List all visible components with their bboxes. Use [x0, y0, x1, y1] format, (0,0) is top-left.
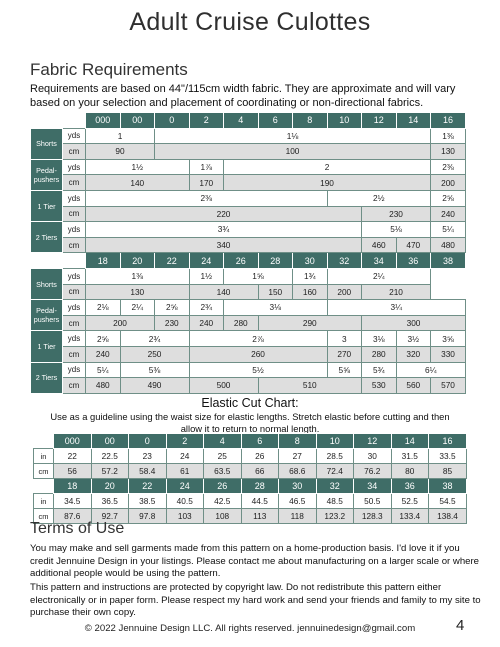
- yards-value: 2¾: [189, 300, 224, 316]
- cm-row: [31, 346, 466, 362]
- yards-value: 2: [224, 159, 431, 175]
- size-header-cell: 20: [120, 253, 155, 269]
- yards-value: 2⅜: [431, 159, 466, 175]
- unit-label: cm: [34, 509, 54, 524]
- cm-value: 280: [362, 346, 397, 362]
- elastic-size-row: [34, 479, 467, 494]
- yards-value: 2⅝: [431, 190, 466, 206]
- cm-value: 250: [120, 346, 189, 362]
- size-header-cell: 10: [327, 113, 362, 129]
- unit-label: cm: [34, 464, 54, 479]
- unit-label: yds: [63, 300, 86, 316]
- elastic-in-value: 34.5: [54, 494, 92, 509]
- size-header-cell: 14: [391, 434, 429, 449]
- size-header-cell: 12: [354, 434, 392, 449]
- size-header-row: [31, 253, 466, 269]
- size-header-cell: 6: [258, 113, 293, 129]
- elastic-in-value: 40.5: [166, 494, 204, 509]
- unit-label: yds: [63, 268, 86, 284]
- elastic-size-row: [34, 434, 467, 449]
- cm-value: 260: [189, 346, 327, 362]
- yards-value: 5¾: [362, 362, 397, 378]
- cm-value: 130: [86, 284, 190, 300]
- garment-label: Shorts: [31, 268, 63, 299]
- elastic-cm-value: 118: [279, 509, 317, 524]
- cm-value: 470: [396, 237, 431, 253]
- size-header-row: [31, 113, 466, 129]
- yards-row: [31, 268, 466, 284]
- cm-value: 200: [431, 175, 466, 191]
- yards-value: 5½: [189, 362, 327, 378]
- yards-value: 2⅜: [86, 190, 328, 206]
- cm-value: 170: [189, 175, 224, 191]
- fabric-heading: Fabric Requirements: [30, 60, 188, 79]
- yards-value: 5⅜: [120, 362, 189, 378]
- unit-label: yds: [63, 222, 86, 238]
- size-header-cell: 4: [224, 113, 259, 129]
- unit-label: cm: [63, 378, 86, 394]
- yards-row: [31, 190, 466, 206]
- cm-value: 190: [224, 175, 431, 191]
- cm-value: 290: [258, 315, 362, 331]
- garment-label: 2 Tiers: [31, 362, 63, 393]
- size-header-cell: 28: [258, 253, 293, 269]
- elastic-in-value: 42.5: [204, 494, 242, 509]
- size-header-cell: 36: [391, 479, 429, 494]
- cm-row: [31, 175, 466, 191]
- header-spacer: [34, 479, 54, 494]
- size-header-cell: 12: [362, 113, 397, 129]
- yards-value: 6¼: [396, 362, 466, 378]
- garment-label: Shorts: [31, 128, 63, 159]
- cm-value: 210: [362, 284, 431, 300]
- yards-value: 2⅞: [189, 331, 327, 347]
- page-title: Adult Cruise Culottes: [129, 8, 371, 36]
- yards-value: 3⅛: [224, 300, 328, 316]
- yards-value: 1¾: [293, 268, 328, 284]
- elastic-cm-value: 61: [166, 464, 204, 479]
- yards-value: 2⅝: [155, 300, 190, 316]
- cm-value: 240: [189, 315, 224, 331]
- size-header-cell: 16: [429, 434, 467, 449]
- header-spacer: [31, 253, 86, 269]
- elastic-in-value: 26: [241, 449, 279, 464]
- yards-row: [31, 159, 466, 175]
- yards-value: 1½: [189, 268, 224, 284]
- cm-row: [31, 315, 466, 331]
- elastic-cm-value: 128.3: [354, 509, 392, 524]
- elastic-in-value: 22.5: [91, 449, 129, 464]
- cm-value: 490: [120, 378, 189, 394]
- yards-row: [31, 362, 466, 378]
- elastic-cm-value: 80: [391, 464, 429, 479]
- cm-value: 150: [258, 284, 293, 300]
- cm-value: 330: [431, 346, 466, 362]
- cm-value: 300: [362, 315, 466, 331]
- elastic-in-value: 36.5: [91, 494, 129, 509]
- elastic-in-value: 33.5: [429, 449, 467, 464]
- unit-label: in: [34, 494, 54, 509]
- elastic-cm-value: 97.8: [129, 509, 167, 524]
- yards-value: 2¼: [120, 300, 155, 316]
- fabric-requirements-table: [30, 112, 466, 394]
- elastic-in-value: 54.5: [429, 494, 467, 509]
- cm-value: 140: [189, 284, 258, 300]
- fabric-intro: Requirements are based on 44"/115cm width fabric. They are approximate and will vary based on your selection and placement of coordinating or non-directional fabrics.: [30, 83, 456, 109]
- elastic-cm-value: 58.4: [129, 464, 167, 479]
- cm-value: 240: [86, 346, 121, 362]
- size-header-cell: 18: [86, 253, 121, 269]
- yards-value: 1⅜: [431, 128, 466, 144]
- garment-label: Pedal-pushers: [31, 159, 63, 190]
- elastic-cm-value: 92.7: [91, 509, 129, 524]
- yards-value: 3¼: [327, 300, 466, 316]
- unit-label: cm: [63, 144, 86, 160]
- cm-value: 200: [86, 315, 155, 331]
- size-header-cell: 30: [293, 253, 328, 269]
- garment-label: 1 Tier: [31, 190, 63, 221]
- elastic-in-value: 23: [129, 449, 167, 464]
- elastic-in-value: 27: [279, 449, 317, 464]
- garment-label: Pedal-pushers: [31, 300, 63, 331]
- size-header-cell: 00: [120, 113, 155, 129]
- cm-value: 230: [155, 315, 190, 331]
- elastic-in-value: 30: [354, 449, 392, 464]
- size-header-cell: 8: [279, 434, 317, 449]
- size-header-cell: 32: [327, 253, 362, 269]
- elastic-cm-value: 113: [241, 509, 279, 524]
- size-header-cell: 000: [86, 113, 121, 129]
- cm-row: [31, 206, 466, 222]
- terms-paragraph-2: This pattern and instructions are protected by copyright law. Do not redistribute this pattern either electronically or in paper form. Please respect my hard work and send your friends and family to my site to purchase their own copy.: [30, 582, 481, 619]
- size-header-cell: 10: [316, 434, 354, 449]
- unit-label: yds: [63, 331, 86, 347]
- cm-value: 90: [86, 144, 155, 160]
- elastic-cm-value: 63.5: [204, 464, 242, 479]
- unit-label: cm: [63, 284, 86, 300]
- elastic-cm-value: 123.2: [316, 509, 354, 524]
- elastic-in-row: [34, 494, 467, 509]
- size-header-cell: 26: [204, 479, 242, 494]
- yards-value: 5¼: [431, 222, 466, 238]
- elastic-cm-value: 87.6: [54, 509, 92, 524]
- size-header-cell: 30: [279, 479, 317, 494]
- yards-row: [31, 222, 466, 238]
- size-header-cell: 000: [54, 434, 92, 449]
- cm-value: 340: [86, 237, 362, 253]
- elastic-in-row: [34, 449, 467, 464]
- page-number: 4: [456, 617, 465, 634]
- yards-value: 2⅛: [86, 300, 121, 316]
- size-header-cell: 14: [396, 113, 431, 129]
- size-header-cell: 2: [166, 434, 204, 449]
- size-header-cell: 32: [316, 479, 354, 494]
- yards-value: 5¼: [86, 362, 121, 378]
- yards-row: [31, 300, 466, 316]
- size-header-cell: 22: [155, 253, 190, 269]
- yards-value: 3¾: [86, 222, 362, 238]
- cm-value: 240: [431, 206, 466, 222]
- size-header-cell: 24: [189, 253, 224, 269]
- cm-row: [31, 378, 466, 394]
- unit-label: cm: [63, 346, 86, 362]
- yards-value: 2½: [327, 190, 431, 206]
- unit-label: cm: [63, 237, 86, 253]
- elastic-cm-value: 85: [429, 464, 467, 479]
- yards-row: [31, 128, 466, 144]
- elastic-in-value: 48.5: [316, 494, 354, 509]
- copyright-footer: © 2022 Jennuine Design LLC. All rights reserved. jennuinedesign@gmail.com: [84, 623, 416, 634]
- unit-label: cm: [63, 206, 86, 222]
- yards-value: 1⅝: [224, 268, 293, 284]
- elastic-cm-value: 76.2: [354, 464, 392, 479]
- size-header-cell: 36: [396, 253, 431, 269]
- elastic-in-value: 44.5: [241, 494, 279, 509]
- yards-value: 5⅝: [327, 362, 362, 378]
- size-header-cell: 38: [429, 479, 467, 494]
- elastic-cm-value: 138.4: [429, 509, 467, 524]
- cm-row: [31, 144, 466, 160]
- cm-value: 500: [189, 378, 258, 394]
- size-header-cell: 18: [54, 479, 92, 494]
- size-header-cell: 20: [91, 479, 129, 494]
- cm-value: 200: [327, 284, 362, 300]
- cm-value: 480: [86, 378, 121, 394]
- yards-value: 1⅞: [189, 159, 224, 175]
- cm-value: 280: [224, 315, 259, 331]
- size-header-cell: 26: [224, 253, 259, 269]
- size-header-cell: 28: [241, 479, 279, 494]
- cm-value: 230: [362, 206, 431, 222]
- size-header-cell: 4: [204, 434, 242, 449]
- size-header-cell: 16: [431, 113, 466, 129]
- elastic-cm-value: 108: [204, 509, 242, 524]
- unit-label: cm: [63, 315, 86, 331]
- size-header-cell: 38: [431, 253, 466, 269]
- size-header-cell: 22: [129, 479, 167, 494]
- terms-heading: Terms of Use: [30, 520, 125, 537]
- elastic-cut-table: [33, 433, 467, 524]
- yards-value: 5⅛: [362, 222, 431, 238]
- elastic-in-value: 28.5: [316, 449, 354, 464]
- garment-label: 1 Tier: [31, 331, 63, 362]
- unit-label: in: [34, 449, 54, 464]
- cm-value: 320: [396, 346, 431, 362]
- size-header-cell: 0: [155, 113, 190, 129]
- cm-value: 530: [362, 378, 397, 394]
- cm-value: 560: [396, 378, 431, 394]
- elastic-in-value: 22: [54, 449, 92, 464]
- elastic-cm-value: 72.4: [316, 464, 354, 479]
- elastic-cm-value: 56: [54, 464, 92, 479]
- elastic-in-value: 38.5: [129, 494, 167, 509]
- elastic-cm-value: 66: [241, 464, 279, 479]
- yards-value: 1½: [86, 159, 190, 175]
- yards-value: 1⅜: [86, 268, 190, 284]
- elastic-in-value: 31.5: [391, 449, 429, 464]
- elastic-in-value: 25: [204, 449, 242, 464]
- elastic-heading: Elastic Cut Chart:: [201, 396, 299, 410]
- cm-row: [31, 237, 466, 253]
- elastic-cm-value: 103: [166, 509, 204, 524]
- size-header-cell: 00: [91, 434, 129, 449]
- cm-value: 130: [431, 144, 466, 160]
- size-header-cell: 2: [189, 113, 224, 129]
- terms-paragraph-1: You may make and sell garments made from this pattern on a home-production basis. I'd love it if you credit Jennuine Design in your listings. Please contact me about manufacturing on a larger scale or where additional people would be using the pattern.: [30, 543, 480, 580]
- header-spacer: [34, 434, 54, 449]
- cm-value: 160: [293, 284, 328, 300]
- elastic-in-value: 24: [166, 449, 204, 464]
- header-spacer: [31, 113, 86, 129]
- cm-value: 480: [431, 237, 466, 253]
- cm-value: 100: [155, 144, 431, 160]
- size-header-cell: 6: [241, 434, 279, 449]
- cm-value: 220: [86, 206, 362, 222]
- elastic-note: Use as a guideline using the waist size for elastic lengths. Stretch elastic before cutting and then allow it to return to normal length.: [50, 411, 450, 434]
- cm-row: [31, 284, 466, 300]
- garment-label: 2 Tiers: [31, 222, 63, 253]
- unit-label: yds: [63, 128, 86, 144]
- unit-label: yds: [63, 190, 86, 206]
- size-header-cell: 8: [293, 113, 328, 129]
- yards-value: 3⅛: [362, 331, 397, 347]
- cm-value: 510: [258, 378, 362, 394]
- elastic-in-value: 52.5: [391, 494, 429, 509]
- yards-row: [31, 331, 466, 347]
- elastic-in-value: 50.5: [354, 494, 392, 509]
- yards-value: 2¼: [327, 268, 431, 284]
- unit-label: yds: [63, 362, 86, 378]
- size-header-cell: 24: [166, 479, 204, 494]
- yards-value: 3: [327, 331, 362, 347]
- size-header-cell: 34: [354, 479, 392, 494]
- cm-value: 570: [431, 378, 466, 394]
- elastic-cm-value: 68.6: [279, 464, 317, 479]
- size-header-cell: 34: [362, 253, 397, 269]
- elastic-cm-value: 57.2: [91, 464, 129, 479]
- cm-value: 460: [362, 237, 397, 253]
- yards-value: 1⅛: [155, 128, 431, 144]
- yards-value: 1: [86, 128, 155, 144]
- elastic-cm-value: 133.4: [391, 509, 429, 524]
- cm-value: 140: [86, 175, 190, 191]
- yards-value: 3⅝: [431, 331, 466, 347]
- yards-value: 3½: [396, 331, 431, 347]
- elastic-in-value: 46.5: [279, 494, 317, 509]
- elastic-cm-row: [34, 464, 467, 479]
- unit-label: cm: [63, 175, 86, 191]
- unit-label: yds: [63, 159, 86, 175]
- size-header-cell: 0: [129, 434, 167, 449]
- cm-value: 270: [327, 346, 362, 362]
- yards-value: 2¾: [120, 331, 189, 347]
- yards-value: 2⅝: [86, 331, 121, 347]
